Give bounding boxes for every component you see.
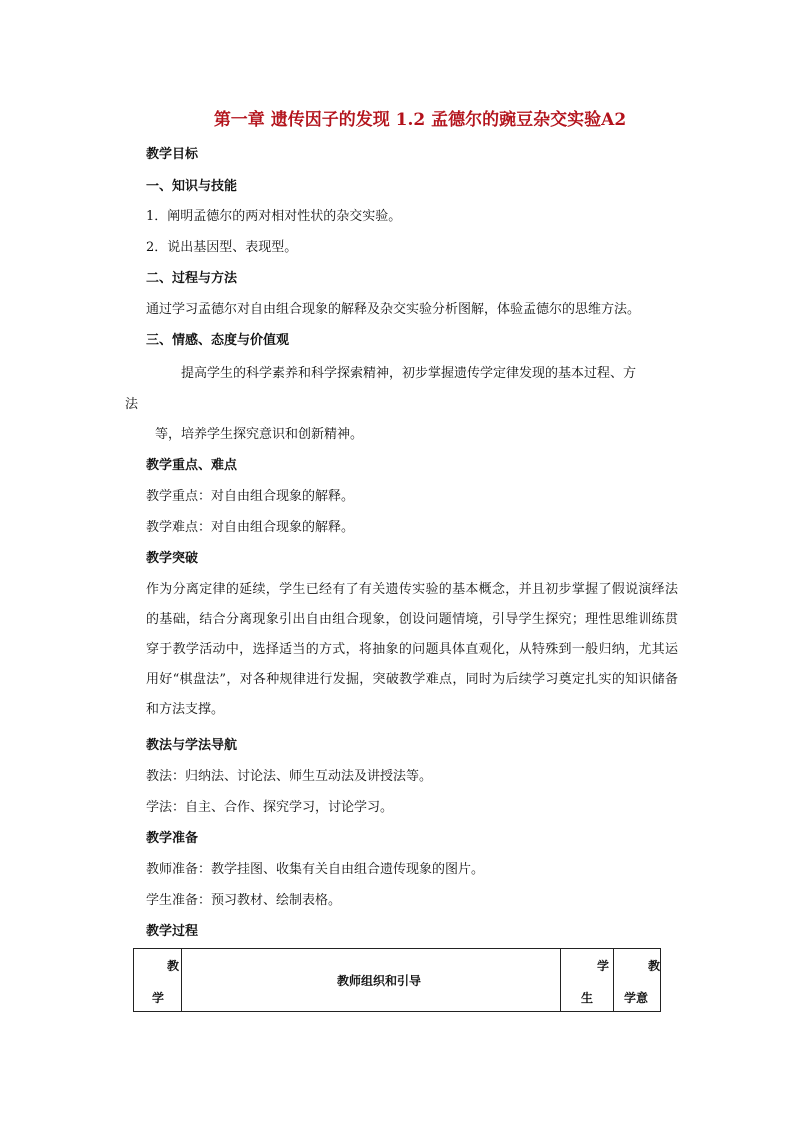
teaching-method: 教法：归纳法、讨论法、师生互动法及讲授法等。 — [146, 769, 433, 784]
objectives-heading: 教学目标 — [146, 147, 199, 162]
table-header-stage-bottom: 学 — [152, 991, 165, 1005]
breakthrough-heading: 教学突破 — [146, 551, 199, 566]
difficult-point: 教学难点：对自由组合现象的解释。 — [146, 520, 355, 535]
emotion-text-line-3: 等，培养学生探究意识和创新精神。 — [155, 427, 364, 442]
preparation-heading: 教学准备 — [146, 831, 199, 846]
procedure-heading: 教学过程 — [146, 924, 199, 939]
table-header-cell-stage — [134, 949, 182, 1012]
table-header-cell-intent — [614, 949, 661, 1012]
teacher-preparation: 教师准备：教学挂图、收集有关自由组合遗传现象的图片。 — [146, 862, 485, 877]
table-header-intent-bottom: 学意 — [624, 991, 649, 1005]
process-method-heading: 二、过程与方法 — [146, 271, 238, 286]
table-header-cell-teacher — [182, 949, 561, 1012]
table-header-student-top: 学 — [596, 959, 609, 973]
emotion-text-line-1: 提高学生的科学素养和科学探索精神，初步掌握遗传学定律发现的基本过程、方 — [181, 366, 637, 381]
process-method-text: 通过学习孟德尔对自由组合现象的解释及杂交实验分析图解，体验孟德尔的思维方法。 — [146, 302, 641, 317]
table-header-cell-student — [561, 949, 614, 1012]
teaching-process-table — [133, 948, 661, 1012]
knowledge-item-1: 1．阐明孟德尔的两对相对性状的杂交实验。 — [146, 209, 402, 224]
table-header-intent-top: 教 — [647, 959, 660, 973]
key-points-heading: 教学重点、难点 — [146, 458, 238, 473]
table-header-row — [134, 949, 661, 1012]
emotion-heading: 三、情感、态度与价值观 — [146, 333, 290, 348]
knowledge-item-2: 2．说出基因型、表现型。 — [146, 240, 298, 255]
table-header-teacher: 教师组织和引导 — [337, 974, 422, 988]
key-point: 教学重点：对自由组合现象的解释。 — [146, 489, 355, 504]
learning-method: 学法：自主、合作、探究学习，讨论学习。 — [146, 800, 394, 815]
document-title: 第一章 遗传因子的发现 1.2 孟德尔的豌豆杂交实验A2 — [213, 110, 627, 130]
emotion-text-line-2: 法 — [125, 397, 139, 412]
table-header-stage-top: 教 — [166, 959, 179, 973]
table-header-student-bottom: 生 — [581, 991, 594, 1005]
knowledge-heading: 一、知识与技能 — [146, 179, 238, 194]
breakthrough-paragraph: 作为分离定律的延续，学生已经有了有关遗传实验的基本概念，并且初步掌握了假说演绎法的基础，结合分离现象引出自由组合现象，创设问题情境，引导学生探究；理性思维训练贯穿于教学活动中，选择适当的方式，将抽象的问题具体直观化，从特殊到一般归纳，尤其运用好“棋盘法”，对各种规律进行发掘，突破教学难点，同时为后续学习奠定扎实的知识储备和方法支撑。 — [146, 582, 678, 717]
methods-heading: 教法与学法导航 — [146, 738, 238, 753]
student-preparation: 学生准备：预习教材、绘制表格。 — [146, 893, 342, 908]
